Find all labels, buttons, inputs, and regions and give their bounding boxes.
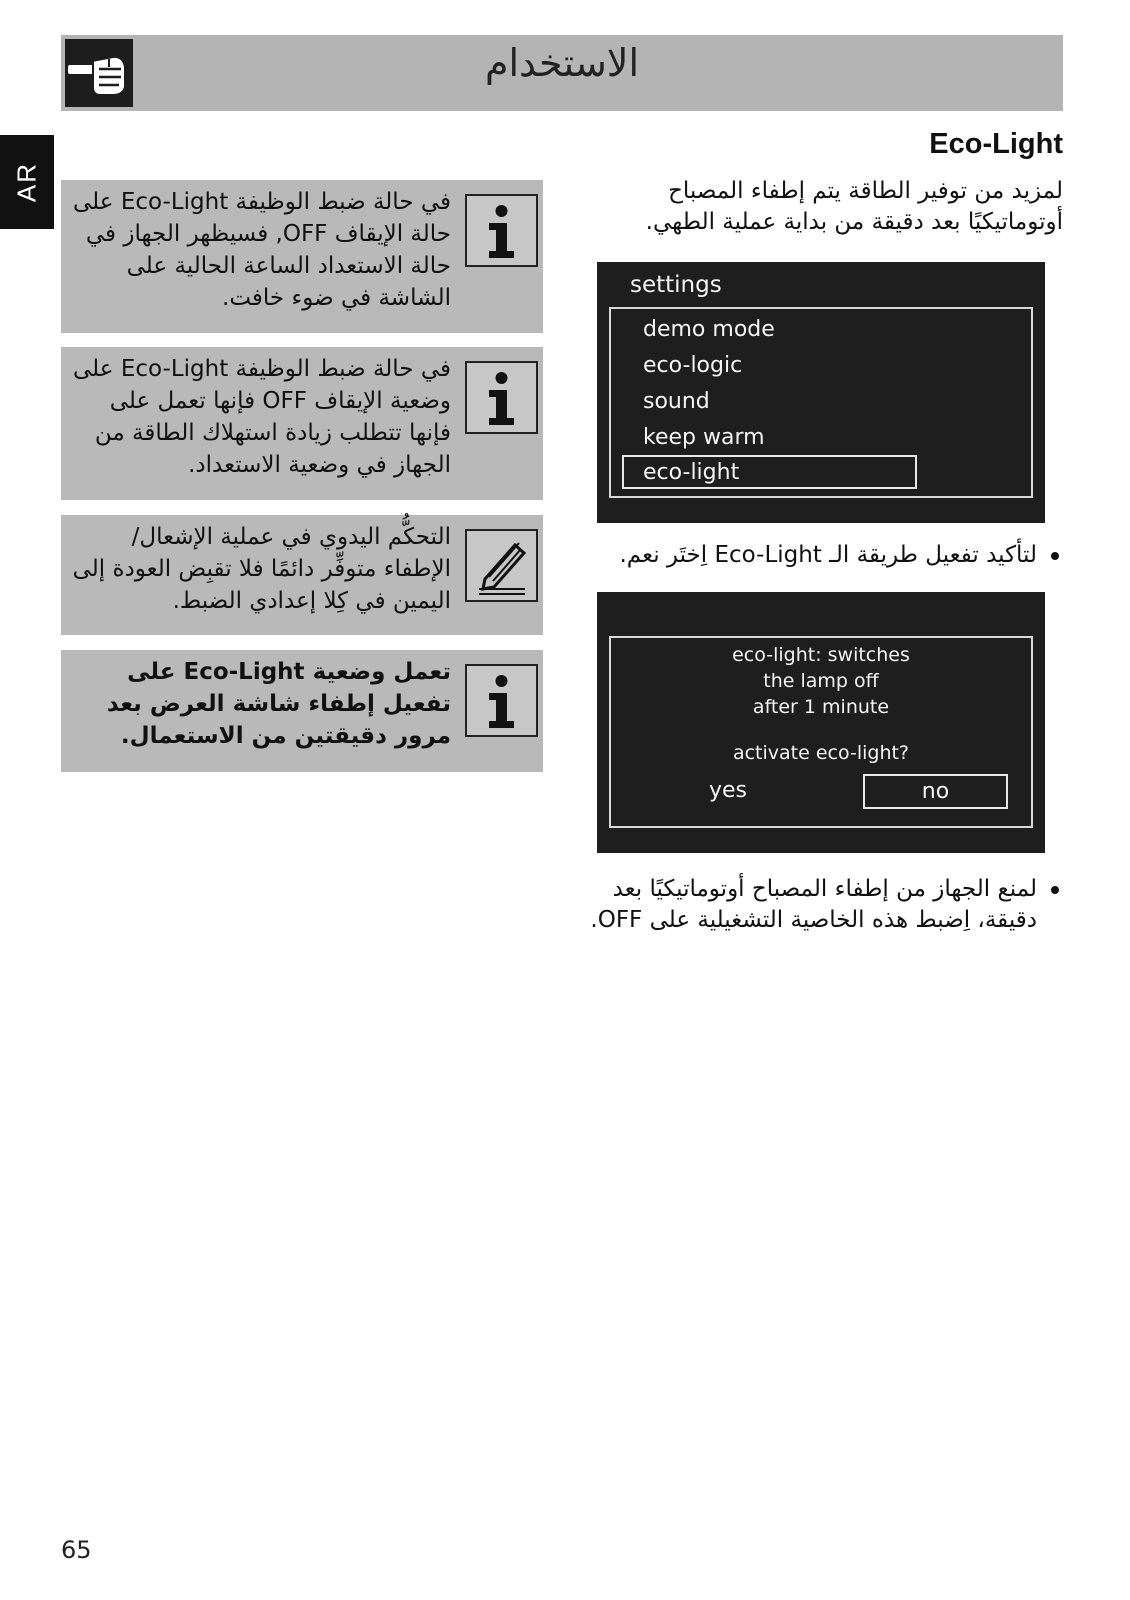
menu-item-sound[interactable]: sound xyxy=(643,389,710,414)
menu-item-eco-light[interactable]: eco-light xyxy=(643,460,740,485)
pencil-note-icon xyxy=(465,529,538,602)
menu-item-keep-warm[interactable]: keep warm xyxy=(643,425,765,450)
pointing-hand-icon xyxy=(65,39,133,107)
menu-item-demo-mode[interactable]: demo mode xyxy=(643,317,775,342)
info-note-1-text: في حالة ضبط الوظيفة Eco-Light على حالة الإيقاف OFF, فسيظهر الجهاز في حالة الاستعداد الساعة الحالية على الشاشة في ضوء خافت. xyxy=(73,189,451,311)
dialog-no-option[interactable]: no xyxy=(863,774,1008,809)
dialog-line-2: the lamp off xyxy=(763,670,879,692)
settings-menu xyxy=(609,307,1033,498)
language-tab xyxy=(0,135,54,229)
pencil-note xyxy=(61,515,543,635)
page-header xyxy=(61,35,1063,111)
eco-light-dialog xyxy=(609,636,1033,828)
bullet-marker xyxy=(1051,552,1059,560)
page-number: 65 xyxy=(61,1536,92,1564)
info-icon xyxy=(465,194,538,267)
info-note-3 xyxy=(61,650,543,772)
info-note-2 xyxy=(61,347,543,500)
menu-item-eco-logic[interactable]: eco-logic xyxy=(643,353,743,378)
dialog-line-3: after 1 minute xyxy=(752,696,890,718)
settings-screen xyxy=(597,262,1045,523)
info-icon xyxy=(465,664,538,737)
section-title: Eco-Light xyxy=(929,128,1063,160)
info-note-2-text: في حالة ضبط الوظيفة Eco-Light على وضعية الإيقاف OFF فإنها تعمل على فإنها تتطلب زيادة استهلاك الطاقة من الجهاز في وضعية الاستعداد. xyxy=(73,356,451,478)
bullet-marker xyxy=(1051,886,1059,894)
eco-light-dialog-screen xyxy=(597,592,1045,853)
bullet-2-text: لمنع الجهاز من إطفاء المصباح أوتوماتيكيًا بعد دقيقة، اِضبط هذه الخاصية التشغيلية على OFF. xyxy=(590,876,1037,933)
page-title: الاستخدام xyxy=(484,41,640,85)
language-label: AR xyxy=(11,161,42,203)
dialog-question: activate eco-light? xyxy=(732,742,910,764)
dialog-line-1: eco-light: switches xyxy=(732,644,910,666)
bullet-1-text: لتأكيد تفعيل طريقة الـ Eco-Light اِختَر نعم. xyxy=(619,542,1037,568)
info-note-1 xyxy=(61,180,543,333)
pencil-note-text: التحكُّم اليدوي في عملية الإشعال/الإطفاء متوفِّر دائمًا فلا تقبِض العودة إلى اليمين في كِلا إعدادي الضبط. xyxy=(72,524,451,614)
dialog-yes-option[interactable]: yes xyxy=(709,778,748,803)
info-icon xyxy=(465,361,538,434)
settings-title: settings xyxy=(630,272,722,298)
info-note-3-text: تعمل وضعية Eco-Light على تفعيل إطفاء شاشة العرض بعد مرور دقيقتين من الاستعمال. xyxy=(106,659,451,749)
intro-paragraph: لمزيد من توفير الطاقة يتم إطفاء المصباح أوتوماتيكيًا بعد دقيقة من بداية عملية الطهي. xyxy=(645,178,1063,235)
